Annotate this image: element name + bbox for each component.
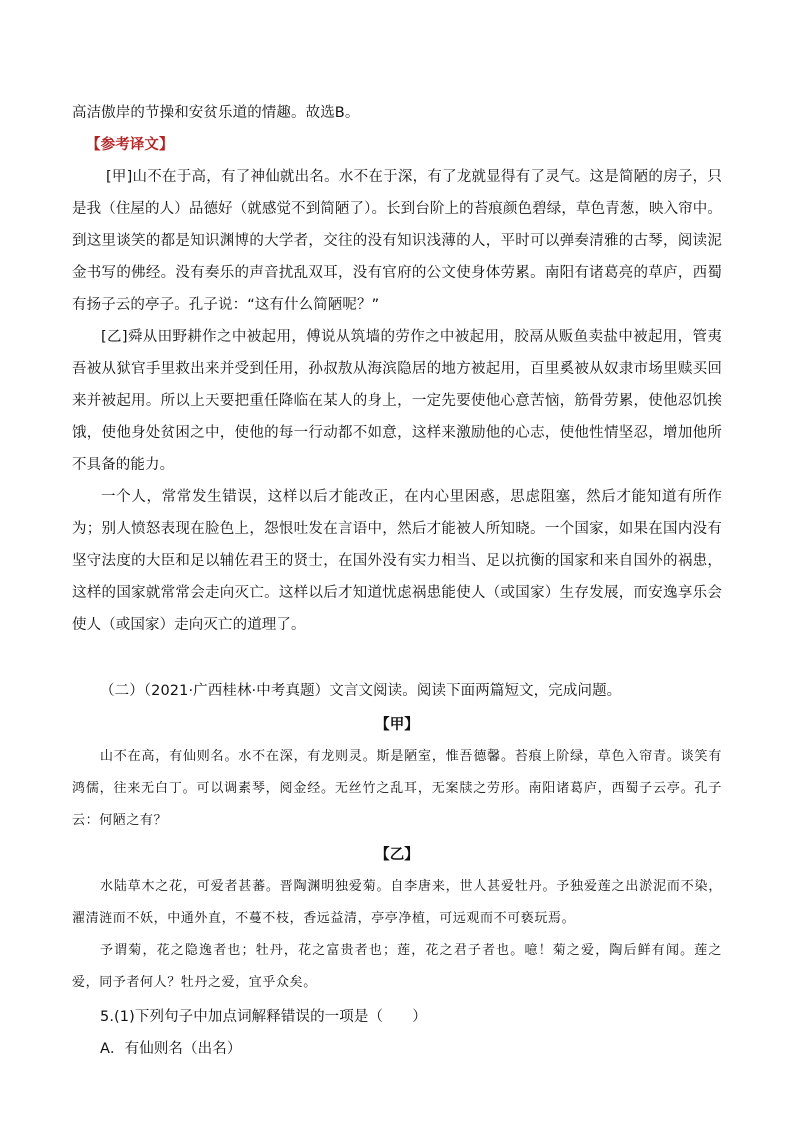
jia-classical-text: 山不在高，有仙则名。水不在深，有龙则灵。斯是陋室，惟吾德馨。苔痕上阶绿，草色入帘青。谈笑有鸿儒，往来无白丁。可以调素琴，阅金经。无丝竹之乱耳，无案牍之劳形。南阳诸葛庐，西蜀子云亭。孔子云：何陋之有？	[72, 749, 722, 828]
section-two-intro: （二）（2021·广西桂林·中考真题）文言文阅读。阅读下面两篇短文，完成问题。	[100, 683, 622, 699]
question-option-a: A．有仙则名（出名）	[100, 1041, 242, 1057]
yi-title: 【乙】	[375, 847, 419, 863]
yi-classical-text-2: 予谓菊，花之隐逸者也；牡丹，花之富贵者也；莲，花之君子者也。噫！菊之爱，陶后鲜有闻。莲之爱，同予者何人？牡丹之爱，宜乎众矣。	[72, 943, 722, 990]
section-gap	[72, 641, 722, 669]
yi-translation-paragraph-2: 一个人，常常发生错误，这样以后才能改正，在内心里困惑，思虑阻塞，然后才能知道有所作为；别人愤怒表现在脸色上，怨恨吐发在言语中，然后才能被人所知晓。一个国家，如果在国内没有坚守法度的大臣和足以辅佐君王的贤士，在国外没有实力相当、足以抗衡的国家和来自国外的祸患，这样的国家就常常会走向灭亡。这样以后才知道忧虑祸患能使人（或国家）生存发展，而安逸享乐会使人（或国家）走向灭亡的道理了。	[72, 489, 722, 633]
document-content	[72, 97, 722, 1065]
question-stem: 5.(1)下列句子中加点词解释错误的一项是（ ）	[100, 1009, 427, 1025]
yi-translation-paragraph: [乙]舜从田野耕作之中被起用，傅说从筑墙的劳作之中被起用，胶鬲从贩鱼卖盐中被起用，管夷吾被从狱官手里救出来并受到任用，孙叔敖从海滨隐居的地方被起用，百里奚被从奴隶市场里赎买回来并被起用。所以上天要把重任降临在某人的身上，一定先要使他心意苦恼，筋骨劳累，使他忍饥挨饿，使他身处贫困之中，使他的每一行动都不如意，这样来激励他的心志，使他性情坚忍，增加他所不具备的能力。	[72, 329, 722, 473]
answer-tail-paragraph: 高洁傲岸的节操和安贫乐道的情趣。故选B。	[72, 105, 360, 121]
yi-classical-text-1: 水陆草木之花，可爱者甚蕃。晋陶渊明独爱菊。自李唐来，世人甚爱牡丹。予独爱莲之出淤泥而不染，濯清涟而不妖，中通外直，不蔓不枝，香远益清，亭亭净植，可远观而不可亵玩焉。	[72, 879, 722, 926]
reference-translation-heading: 【参考译文】	[86, 137, 174, 153]
jia-title: 【甲】	[375, 717, 419, 733]
jia-translation-paragraph: [甲]山不在于高，有了神仙就出名。水不在于深，有了龙就显得有了灵气。这是简陋的房子，只是我（住屋的人）品德好（就感觉不到简陋了）。长到台阶上的苔痕颜色碧绿，草色青葱，映入帘中。到这里谈笑的都是知识渊博的大学者，交往的没有知识浅薄的人，平时可以弹奏清雅的古琴，阅读泥金书写的佛经。没有奏乐的声音扰乱双耳，没有官府的公文使身体劳累。南阳有诸葛亮的草庐，西蜀有扬子云的亭子。孔子说：“这有什么简陋呢？”	[72, 169, 722, 313]
